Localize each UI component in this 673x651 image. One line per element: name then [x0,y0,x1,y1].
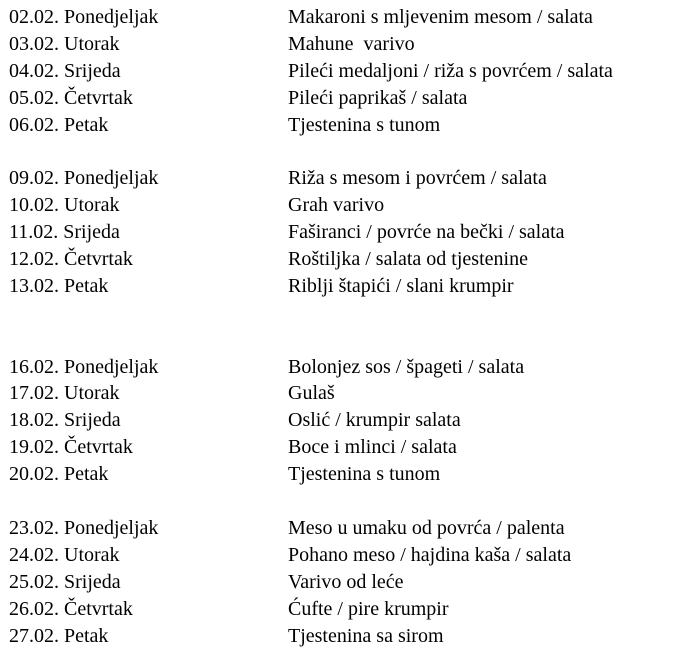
day-meal: Riblji štapići / slani krumpir [288,274,514,297]
week-spacer [9,488,669,515]
week-1 [9,4,669,138]
day-meal: Roštiljka / salata od tjestenine [288,248,528,271]
day-date: 23.02. Ponedjeljak [9,516,159,539]
menu-row [9,569,669,596]
week-spacer [9,138,669,165]
menu-row [9,623,669,650]
menu-row [9,58,669,85]
day-meal: Oslić / krumpir salata [288,409,461,432]
menu-row [9,354,669,381]
day-date: 25.02. Srijeda [9,570,121,593]
menu-row [9,596,669,623]
day-date: 10.02. Utorak [9,194,120,217]
weekly-menu [9,4,669,649]
day-meal: Faširanci / povrće na bečki / salata [288,221,565,244]
menu-row [9,219,669,246]
day-meal: Tjestenina sa sirom [288,624,444,647]
day-date: 16.02. Ponedjeljak [9,355,159,378]
week-3 [9,354,669,488]
menu-row [9,515,669,542]
day-meal: Ćufte / pire krumpir [288,597,449,620]
day-meal: Tjestenina s tunom [288,463,441,486]
day-meal: Boce i mlinci / salata [288,436,457,459]
day-meal: Mahune varivo [288,32,415,55]
day-date: 24.02. Utorak [9,543,120,566]
menu-row [9,434,669,461]
day-meal: Gulaš [288,382,335,405]
day-date: 05.02. Četvrtak [9,86,133,109]
day-date: 13.02. Petak [9,274,109,297]
day-date: 19.02. Četvrtak [9,436,133,459]
menu-row [9,246,669,273]
week-spacer [9,300,669,354]
day-date: 02.02. Ponedjeljak [9,6,159,28]
day-meal: Tjestenina s tunom [288,113,441,136]
day-date: 09.02. Ponedjeljak [9,167,159,190]
day-date: 12.02. Četvrtak [9,248,133,271]
menu-row [9,407,669,434]
menu-row [9,192,669,219]
day-date: 20.02. Petak [9,463,109,486]
day-date: 06.02. Petak [9,113,109,136]
day-meal: Pileći paprikaš / salata [288,86,468,109]
day-meal: Pohano meso / hajdina kaša / salata [288,543,572,566]
day-date: 18.02. Srijeda [9,409,121,432]
menu-row [9,380,669,407]
menu-row [9,85,669,112]
day-date: 27.02. Petak [9,624,109,647]
day-date: 17.02. Utorak [9,382,120,405]
menu-row [9,165,669,192]
day-meal: Varivo od leće [288,570,404,593]
day-meal: Pileći medaljoni / riža s povrćem / salata [288,59,613,82]
menu-row [9,542,669,569]
day-date: 04.02. Srijeda [9,59,121,82]
day-date: 26.02. Četvrtak [9,597,133,620]
day-meal: Makaroni s mljevenim mesom / salata [288,6,593,28]
day-meal: Riža s mesom i povrćem / salata [288,167,547,190]
day-meal: Meso u umaku od povrća / palenta [288,516,565,539]
day-date: 03.02. Utorak [9,32,120,55]
menu-row [9,273,669,300]
day-date: 11.02. Srijeda [9,221,120,244]
menu-row [9,112,669,139]
menu-row [9,461,669,488]
day-meal: Grah varivo [288,194,385,217]
week-2 [9,165,669,299]
day-meal: Bolonjez sos / špageti / salata [288,355,525,378]
menu-row [9,4,669,31]
menu-row [9,31,669,58]
week-4 [9,515,669,649]
